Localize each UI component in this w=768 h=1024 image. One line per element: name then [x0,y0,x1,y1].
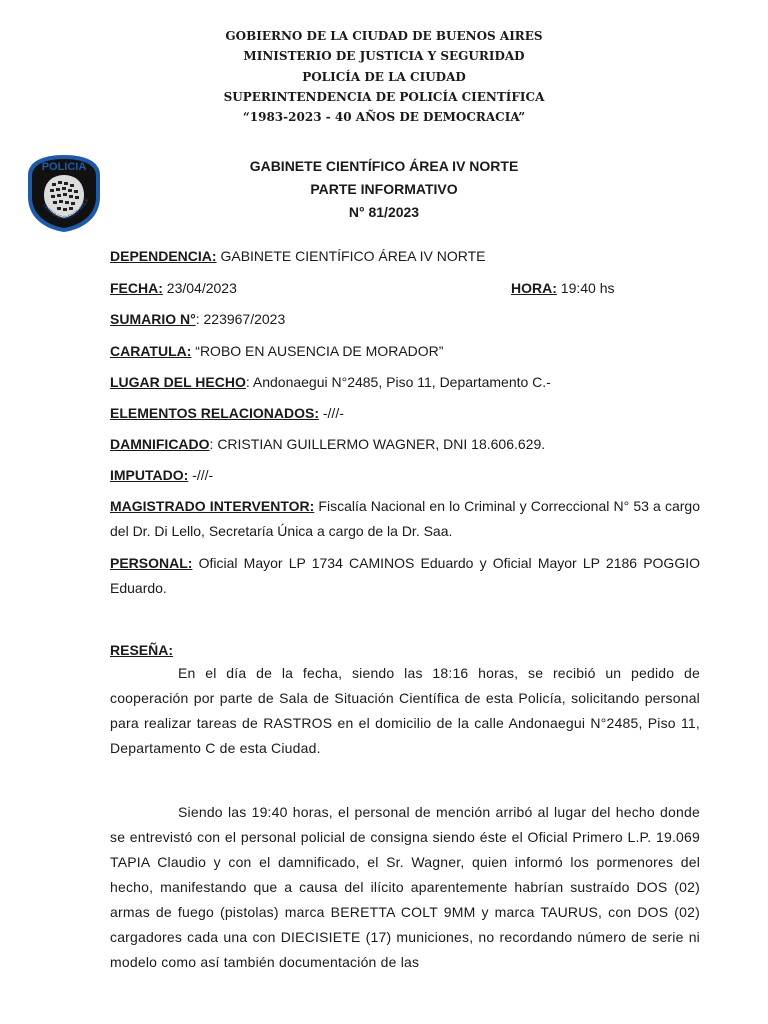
svg-text:POLICIA: POLICIA [41,161,87,173]
damnificado-value: : CRISTIAN GUILLERMO WAGNER, DNI 18.606.629. [209,436,546,452]
resena-paragraph-1: En el día de la fecha, siendo las 18:16 horas, se recibió un pedido de cooperación por parte de Sala de Situación Científica de esta Policía, solicitando personal para realizar tareas de RASTROS en el domicilio de la calle Andonaegui N°2485, Piso 11, Departamento C de esta Ciudad. [110,665,700,756]
resena-paragraph-2: Siendo las 19:40 horas, el personal de mención arribó al lugar del hecho donde se entrevistó con el personal policial de consigna siendo éste el Oficial Primero L.P. 19.069 TAPIA Claudio y con el damnificado, el Sr. Wagner, quien informó los pormenores del hecho, manifestando que a causa del ilícito aparentemente habrían sustraído DOS (02) armas de fuego (pistolas) marca BERETTA COLT 9MM y marca TAURUS, con DOS (02) cargadores cada una con DIECISIETE (17) municiones, no recordando número de serie ni modelo como así también documentación de las [110,804,700,970]
dependencia-value: GABINETE CIENTÍFICO ÁREA IV NORTE [216,248,486,264]
field-magistrado [110,494,700,544]
elementos-value: -///- [318,405,344,421]
hora-label: HORA: [511,280,557,296]
field-caratula [110,343,443,359]
dependencia-label: DEPENDENCIA: [110,248,217,264]
field-hora [511,280,615,296]
elementos-label: ELEMENTOS RELACIONADOS: [110,405,319,421]
title-line-2: PARTE INFORMATIVO [310,181,458,197]
field-imputado [110,467,213,483]
imputado-label: IMPUTADO: [110,467,189,483]
imputado-value: -///- [188,467,214,483]
sumario-value: : 223967/2023 [195,311,286,327]
field-personal [110,551,700,601]
magistrado-label: MAGISTRADO INTERVENTOR: [110,498,315,514]
government-header [0,26,768,127]
personal-value: Oficial Mayor LP 1734 CAMINOS Eduardo y Oficial Mayor LP 2186 POGGIO Eduardo. [110,555,700,596]
field-elementos [110,405,344,421]
resena-label: RESEÑA: [110,642,174,658]
sumario-label: SUMARIO N° [110,311,196,327]
title-line-1: GABINETE CIENTÍFICO ÁREA IV NORTE [249,158,519,174]
field-fecha [110,280,237,296]
header-line-3: POLICÍA DE LA CIUDAD [302,69,466,84]
field-dependencia [110,248,485,264]
header-line-2: MINISTERIO DE JUSTICIA Y SEGURIDAD [243,49,525,64]
title-line-3: N° 81/2023 [348,204,420,220]
header-line-5: “1983-2023 - 40 AÑOS DE DEMOCRACIA” [242,110,526,125]
field-damnificado [110,436,545,452]
hora-value: 19:40 hs [556,280,615,296]
fecha-label: FECHA: [110,280,163,296]
field-lugar [110,374,551,390]
header-line-1: GOBIERNO DE LA CIUDAD DE BUENOS AIRES [225,29,543,43]
magistrado-value: Fiscalía Nacional en lo Criminal y Correccional N° 53 a cargo del Dr. Di Lello, Secretaría Única a cargo de la Dr. Saa. [110,498,700,539]
field-sumario [110,311,285,327]
damnificado-label: DAMNIFICADO [110,436,210,452]
lugar-label: LUGAR DEL HECHO [110,374,246,390]
fecha-value: 23/04/2023 [162,280,237,296]
header-line-4: SUPERINTENDENCIA DE POLICÍA CIENTÍFICA [223,89,545,104]
svg-text:CIUDAD DE BUENOS AIRES: CIUDAD DE BUENOS AIRES [42,197,90,221]
document-title [0,155,768,224]
lugar-value: : Andonaegui N°2485, Piso 11, Departamento C.- [245,374,551,390]
caratula-value: “ROBO EN AUSENCIA DE MORADOR” [191,343,444,359]
caratula-label: CARATULA: [110,343,192,359]
personal-label: PERSONAL: [110,555,193,571]
